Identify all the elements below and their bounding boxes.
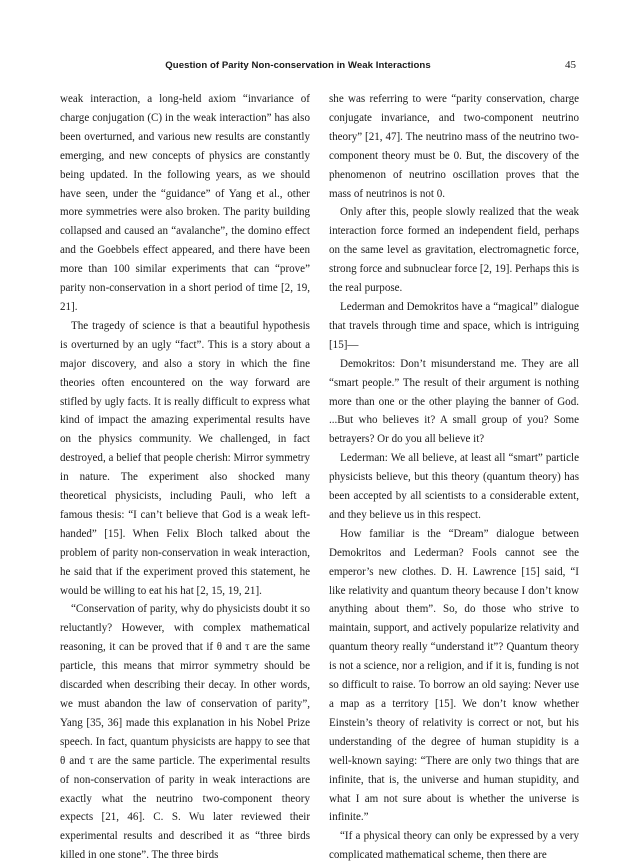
paragraph: Lederman and Demokritos have a “magical” dialogue that travels through time and space, which is intriguing [15]—: [329, 300, 579, 351]
paragraph: Lederman: We all believe, at least all “smart” particle physicists believe, but this theory (quantum theory) has been accepted by all scientists to a considerable extent, and they believe us in this respect.: [329, 452, 579, 521]
body-text: [60, 90, 579, 862]
left-column: [60, 90, 310, 865]
paragraph: “If a physical theory can only be expressed by a very complicated mathematical scheme, then there are: [329, 830, 579, 862]
paragraph: she was referring to were “parity conservation, charge conjugate invariance, and two-component neutrino theory” [21, 47]. The neutrino mass of the neutrino two-component theory must be 0. But, the discovery of the phenomenon of neutrino oscillation proves that the mass of neutrinos is not 0.: [329, 93, 579, 200]
paragraph: Only after this, people slowly realized that the weak interaction force formed an independent field, perhaps on the same level as gravitation, electromagnetic force, strong force and subnuclear force [2, 19]. Perhaps this is the real purpose.: [329, 206, 579, 295]
paragraph: How familiar is the “Dream” dialogue between Demokritos and Lederman? Fools cannot see the emperor’s new clothes. D. H. Lawrence [15] said, “I like relativity and quantum theory because I don’t know anything about them”. So, do those who strive to maintain, support, and actively popularize relativity and quantum theory really “understand it”? Quantum theory is not a science, nor a religion, and if it is, funding is not so difficult to raise. To borrow an old saying: Never use a map as a territory [15]. We don’t know whether Einstein’s theory of relativity is correct or not, but his understanding of the degree of human stupidity is a well-known saying: “There are only two things that are infinite, that is, the universe and human stupidity, and what I am not sure about is whether the universe is infinite.”: [329, 527, 579, 824]
paragraph: weak interaction, a long-held axiom “invariance of charge conjugation (C) in the weak interaction” has also been overturned, and various new results are constantly emerging, and new concepts of physics are constantly being updated. In the following years, as we should have seen, under the “guidance” of Yang et al., other more symmetries were also broken. The parity building collapsed and caused an “avalanche”, the domino effect and the Goebbels effect appeared, and there have been more than 100 similar experiments that can “prove” parity non-conservation in a short period of time [2, 19, 21].: [60, 93, 310, 313]
paragraph: The tragedy of science is that a beautiful hypothesis is overturned by an ugly “fact”. This is a story about a major discovery, and also a story in which the fine theories often encountered on the way forward are stifled by ugly facts. It is really difficult to express what kind of impact the amazing experimental results have on the physics community. We challenged, in fact destroyed, a belief that people cherish: Mirror symmetry in nature. The experiment also shocked many theoretical physicists, including Pauli, who left a famous thesis: “I can’t believe that God is a weak left-handed” [15]. When Felix Bloch talked about the problem of parity non-conservation in weak interaction, he said that if the experiment proved this statement, he would be willing to eat his hat [2, 15, 19, 21].: [60, 319, 310, 597]
page-number: 45: [565, 59, 576, 71]
paragraph: Demokritos: Don’t misunderstand me. They are all “smart people.” The result of their argument is nothing more than one or the other playing the banner of God. ...But who believes it? A small group of you? Some betrayers? Or do you all believe it?: [329, 357, 579, 446]
right-column: [329, 90, 579, 865]
page-header: [60, 60, 576, 76]
running-title: Question of Parity Non-conservation in Weak Interactions: [165, 60, 431, 71]
paragraph: “Conservation of parity, why do physicists doubt it so reluctantly? However, with complex mathematical reasoning, it can be proved that if θ and τ are the same particle, this means that mirror symmetry should be discarded when describing their decay. In other words, we must abandon the law of conservation of parity”, Yang [35, 36] made this explanation in his Nobel Prize speech. In fact, quantum physicists are happy to see that θ and τ are the same particle. The experimental results of non-conservation of parity in weak interactions are exactly what the neutrino two-component theory expects [21, 46]. C. S. Wu later reviewed their experimental results and described it as “three birds killed in one stone”. The three birds: [60, 603, 310, 862]
